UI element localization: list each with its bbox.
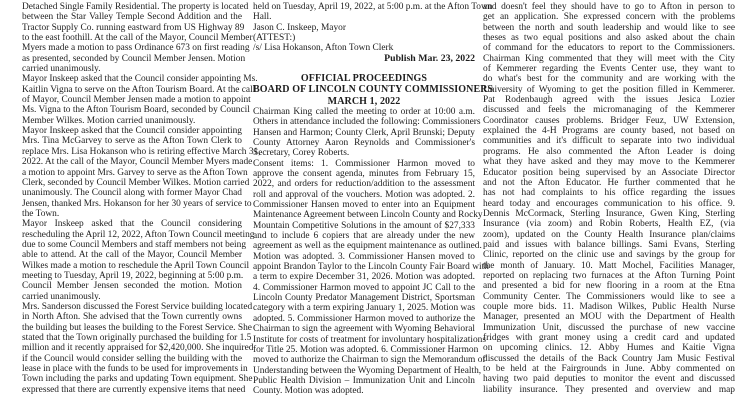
text-line: Maintenance Agreement between Lincoln County and Rocky	[253, 210, 483, 221]
text-line: of Kemmerer regarding the Events Center use, they want to	[483, 64, 735, 75]
text-line: Clinic, reported on the clinic use and savings by the group for	[483, 250, 735, 261]
text-line: Mrs. Sanderson discussed the Forest Service building located	[22, 301, 253, 312]
section-heading: BOARD OF LINCOLN COUNTY COMMISSIONERS	[253, 84, 494, 96]
text-line: Commissioner Hansen moved to enter into an Equipment	[253, 200, 475, 211]
text-line: replace Mrs. Lisa Hokanson who is retiring effective March 31,	[22, 146, 261, 157]
text-line: Wilkes made a motion to reschedule the April Town Council	[22, 260, 250, 271]
text-line: for Title 25. Motion was adopted. 6. Commissioner Harmon	[253, 344, 479, 355]
section-heading: MARCH 1, 2022	[327, 95, 401, 107]
text-line: 4. Commissioner Harmon moved to appoint JC Call to the	[253, 282, 475, 293]
text-line: the month of January. 10. Matt Mochel, Facilities Manager,	[483, 260, 735, 271]
text-line: discussed and feels the micromanaging of the Kemmerer	[483, 105, 735, 116]
text-line: appoint Brandon Taylor to the Lincoln County Fair Board with	[253, 262, 489, 273]
paragraph-end-line: County. Motion was adopted.	[253, 386, 364, 397]
text-line: Ms. Vigna to the Afton Tourism Board, seconded by Council	[22, 105, 250, 116]
text-line: due to some Council Members and staff members not being	[22, 239, 247, 250]
text-line: stated that the Town originally purchased the building for 1.5	[22, 333, 252, 343]
text-line: to the east foothill. At the call of the Mayor, Council Member	[22, 33, 253, 44]
text-line: Pat Rodenbaugh agreed with the issues Jesica Lozier	[483, 95, 735, 106]
text-line: 2022, and orders for reduction/addition to the assessment	[253, 179, 475, 190]
text-line: Understanding between the Wyoming Department of Health,	[253, 365, 482, 376]
text-line: Tractor Supply Co. running eastward from US Highway 89	[22, 22, 245, 33]
text-line: Myers made a motion to pass Ordinance 673 on first reading	[22, 43, 250, 54]
text-line: fridges with grant money using a credit card and updated	[483, 333, 735, 343]
text-line: Motion was adopted. 3. Commissioner Hansen moved to	[253, 251, 475, 262]
text-line: million and it recently appraised for $2,420,000. She inquired	[22, 343, 254, 354]
blank-line	[253, 64, 475, 73]
text-line: Coordinator causes problems. Bridger Feuz, UW Extension,	[483, 115, 735, 126]
publish-date: Publish Mar. 23, 2022	[384, 52, 475, 64]
text-line: communities and it's difficult to separate into two individual	[483, 136, 735, 147]
paragraph-end-line: the Town.	[22, 208, 60, 219]
text-line: as presented, seconded by Council Member Jensen. Motion	[22, 53, 246, 64]
text-line: approve the consent agenda, minutes from February 15,	[253, 169, 475, 180]
text-line: Town including the parks and updating Town equipment. She	[22, 374, 253, 385]
text-line: Dennis McCormack, Sterling Insurance, Gwen King, Sterling	[483, 208, 735, 219]
text-line: able to attend. At the call of the Mayor, Council Member	[22, 250, 242, 261]
text-line: Chairman to sign the agreement with Wyoming Behavioral	[253, 324, 475, 335]
text-line: to be held at the Fairgrounds in June. Abby commented on	[483, 364, 735, 375]
text-line: unanimously. The Council along with former Mayor Chad	[22, 188, 242, 199]
text-line: Council Member Jensen seconded the motion. Motion	[22, 281, 242, 292]
text-line: do what's best for the community and are working with the	[483, 74, 735, 85]
text-line: Public Health Division – Immunization Unit and Lincoln	[253, 375, 475, 386]
text-line: the building but leases the building to the Forest Service. She	[22, 322, 252, 333]
text-line: Jensen, thanked Mrs. Hokanson for her 30 years of service to	[22, 198, 252, 209]
text-line: Kaitlin Vigna to serve on the Afton Tourism Board. At the call	[22, 84, 256, 95]
paragraph-end-line: Hall.	[253, 12, 272, 23]
text-line: and not the Afton Educator. He further commented that he	[483, 177, 735, 188]
text-line: lease in place with the funds to be used for improvements in	[22, 364, 248, 375]
text-line: 2022. At the call of the Mayor, Council Member Myers made	[22, 157, 253, 168]
text-line: couple more bids. 11. Madison Wilkes, Public Health Nurse	[483, 301, 735, 312]
text-line: Insurance (via zoom) and Robin Roberts, Health EZ, (via	[483, 219, 735, 230]
text-line: on upcoming clinics. 12. Abby Humes and Kaitie Vigna	[483, 343, 735, 354]
text-line: agreement as well as the equipment maintenance as outlined.	[253, 241, 482, 252]
text-line: in North Afton. She advised that the Town currently owns	[22, 312, 242, 323]
text-line: and presented a bid for new flooring in a room at the Etna	[483, 281, 735, 292]
text-line: Manager, presented an MOU with the Department of Health	[483, 312, 735, 323]
text-line: discussed the details of the Back Country Jam Music Festival	[483, 353, 735, 364]
text-line: Community Center. The Commissioners would like to see a	[483, 291, 735, 302]
text-line: zoom), updated on the County Health Insurance plan/claims	[483, 229, 735, 240]
column-left-town-council-minutes	[22, 2, 261, 395]
column-right-commissioners-proceedings-cont	[483, 2, 735, 395]
paragraph-end-line: carried unanimously.	[22, 291, 101, 302]
text-line: paid and issues with balance billings. Sami Evans, Sterling	[483, 239, 735, 250]
paragraph-end-line: (ATTEST:)	[253, 33, 296, 44]
text-line: Mrs. Tina McGarvey to serve as the Afton Town Clerk to	[22, 136, 242, 147]
column-middle-commissioners-proceedings	[253, 2, 494, 397]
text-line: heard today and encourages communication to his office. 9.	[483, 198, 735, 209]
text-line: having two paid deputies to monitor the event and discussed	[483, 374, 735, 385]
text-line: Institute for costs of treatment for involuntary hospitalizations	[253, 334, 487, 345]
text-line: Hansen and Harmon; County Clerk, April Brunski; Deputy	[253, 127, 475, 138]
text-line: Others in attendance included the following: Commissioners	[253, 117, 481, 128]
text-line: Mayor Inskeep asked that the Council consider appointing Ms.	[22, 74, 258, 85]
text-line: explained the 4-H Programs are county based, not based on	[483, 126, 735, 137]
text-line: Chairman King commented that they will meet with the City	[483, 53, 735, 64]
text-line: adopted. 5. Commissioner Harmon moved to authorize the	[253, 313, 475, 324]
text-line: Immunization Unit, discussed the purchase of new vaccine	[483, 322, 735, 333]
paragraph-end-line: Member Wilkes. Motion carried unanimously.	[22, 115, 196, 126]
text-line: Chairman King called the meeting to order at 10:00 a.m.	[253, 106, 475, 117]
text-line: between the north and south leadership and would like to see	[483, 22, 735, 33]
text-line: Detached Single Family Residential. The property is located	[22, 2, 249, 12]
text-line: theses as two equal positions and also asked about the chain	[483, 33, 735, 44]
text-line: meeting to Tuesday, April 19, 2022, beginning at 5:00 p.m.	[22, 270, 244, 281]
text-line: get an application. She expressed concern with the problems	[483, 12, 735, 23]
text-line: a term to expire December 31, 2026. Motion was adopted.	[253, 272, 475, 283]
text-line: reported on replacing two furnaces at the Afton Turning Point	[483, 270, 735, 281]
text-line: of Mayor, Council Member Jensen made a motion to appoint	[22, 95, 251, 106]
text-line: and doesn't feel they should have to go to Afton in person to	[483, 2, 735, 12]
text-line: programs. He also commented the Afton Leader is doing	[483, 146, 735, 157]
paragraph-end-line: carried unanimously.	[22, 64, 101, 75]
text-line: moved to authorize the Chairman to sign the Memorandum of	[253, 355, 486, 366]
text-line: and to include 6 copiers that are already under the new	[253, 231, 475, 242]
text-line: liability insurance. They presented and overview and map	[483, 384, 735, 395]
paragraph-end-line: /s/ Lisa Hokanson, Afton Town Clerk	[253, 43, 394, 54]
text-line: if the Council would consider selling the building with the	[22, 353, 242, 364]
text-line: Lincoln County Predator Management District, Sportsman	[253, 293, 475, 304]
text-line: what they have asked and they may move to the Kemmerer	[483, 157, 735, 168]
text-line: between the Star Valley Temple Second Addition and the	[22, 12, 242, 23]
text-line: Consent items: 1. Commissioner Harmon moved to	[253, 158, 475, 169]
section-heading: OFFICIAL PROCEEDINGS	[300, 73, 428, 85]
text-line: rescheduling the April 12, 2022, Afton Town Council meeting	[22, 229, 255, 240]
paragraph-end-line: Jason C. Inskeep, Mayor	[253, 22, 346, 33]
text-line: University of Wyoming to get the position filled in Kemmerer.	[483, 84, 735, 95]
text-line: Mayor Inskeep asked that the Council considering	[22, 219, 242, 230]
text-line: has not had complaints to his office regarding the issues	[483, 188, 735, 199]
text-line: Mayor Inskeep asked that the Council consider appointing	[22, 126, 242, 137]
text-line: a motion to appoint Mrs. Garvey to serve as the Afton Town	[22, 167, 248, 178]
text-line: roll and approval of the vouchers. Motion was adopted. 2.	[253, 189, 475, 200]
text-line: expressed that there are currently expensive items that need	[22, 384, 246, 395]
text-line: County Attorney Aaron Reynolds and Commissioner's	[253, 137, 475, 148]
text-line: of command for the educators to report to the Commissioners.	[483, 43, 735, 54]
text-line: Clerk, seconded by Council Member Wilkes. Motion carried	[22, 177, 250, 188]
text-line: Educator position being supervised by an Associate Director	[483, 167, 735, 178]
paragraph-end-line: Secretary, Corey Roberts.	[253, 148, 350, 159]
text-line: Mountain Competitive Solutions in the amount of $27,333	[253, 220, 475, 231]
text-line: category with a term expiring January 1, 2025. Motion was	[253, 303, 476, 314]
text-line: held on Tuesday, April 19, 2022, at 5:00 p.m. at the Afton Town	[253, 2, 493, 12]
